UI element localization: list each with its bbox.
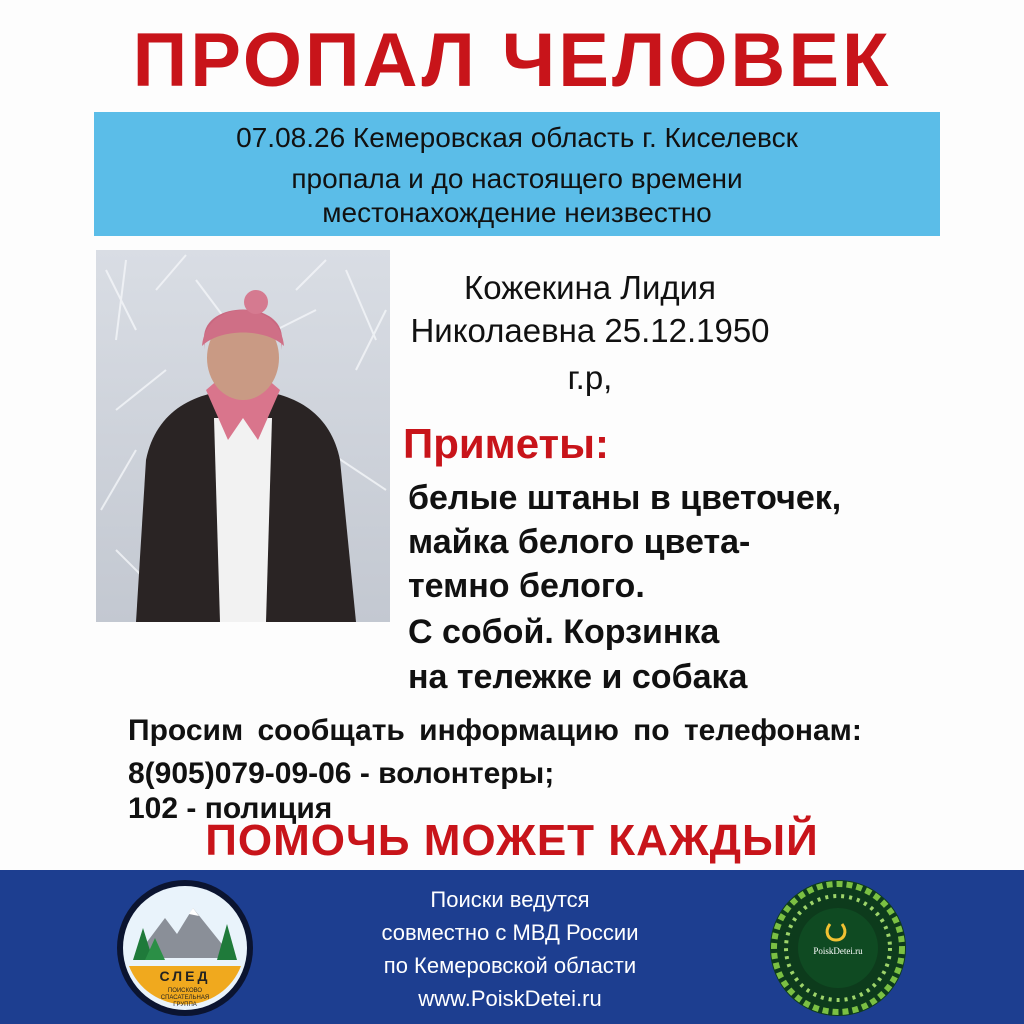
sled-logo-name: СЛЕД bbox=[159, 968, 211, 984]
person-name-line1: Кожекина Лидия bbox=[464, 269, 716, 306]
signs-heading: Приметы: bbox=[403, 420, 609, 467]
sign-line: майка белого цвета- bbox=[408, 523, 751, 561]
sign-line: С собой. Корзинка bbox=[408, 613, 720, 651]
person-photo bbox=[96, 250, 390, 622]
contact-police-phone: 102 - полиция bbox=[128, 792, 333, 825]
info-status-line2: местонахождение неизвестно bbox=[322, 197, 712, 228]
sled-logo-sub3: ГРУППА bbox=[173, 1002, 197, 1008]
poiskdetei-logo-name: PoiskDetei.ru bbox=[813, 946, 863, 956]
footer-line2: совместно с МВД России bbox=[381, 920, 639, 945]
contact-volunteers-phone: 8(905)079-09-06 - волонтеры; bbox=[128, 757, 555, 790]
page-title: ПРОПАЛ ЧЕЛОВЕК bbox=[132, 18, 892, 103]
sled-logo-sub1: ПОИСКОВО bbox=[167, 988, 203, 994]
sled-logo-sub2: СПАСАТЕЛЬНАЯ bbox=[160, 995, 210, 1001]
sign-line: белые штаны в цветочек, bbox=[408, 479, 842, 517]
poiskdetei-logo bbox=[768, 878, 908, 1018]
person-birth-suffix: г.р, bbox=[567, 359, 613, 396]
person-name-line2: Николаевна 25.12.1950 bbox=[410, 312, 770, 349]
person-photo-illustration bbox=[96, 250, 390, 622]
slogan: ПОМОЧЬ МОЖЕТ КАЖДЫЙ bbox=[205, 816, 819, 865]
sign-line: темно белого. bbox=[408, 567, 645, 605]
sign-line: на тележке и собака bbox=[408, 658, 748, 696]
footer-website-link[interactable]: www.PoiskDetei.ru bbox=[418, 986, 602, 1011]
sled-logo bbox=[115, 878, 255, 1018]
info-status-line1: пропала и до настоящего времени bbox=[291, 163, 743, 194]
footer-line1: Поиски ведутся bbox=[430, 887, 590, 912]
contact-request: Просим сообщать информацию по телефонам: bbox=[128, 714, 862, 747]
footer-line3: по Кемеровской области bbox=[383, 953, 637, 978]
info-date-location: 07.08.26 Кемеровская область г. Киселевск bbox=[236, 122, 798, 153]
